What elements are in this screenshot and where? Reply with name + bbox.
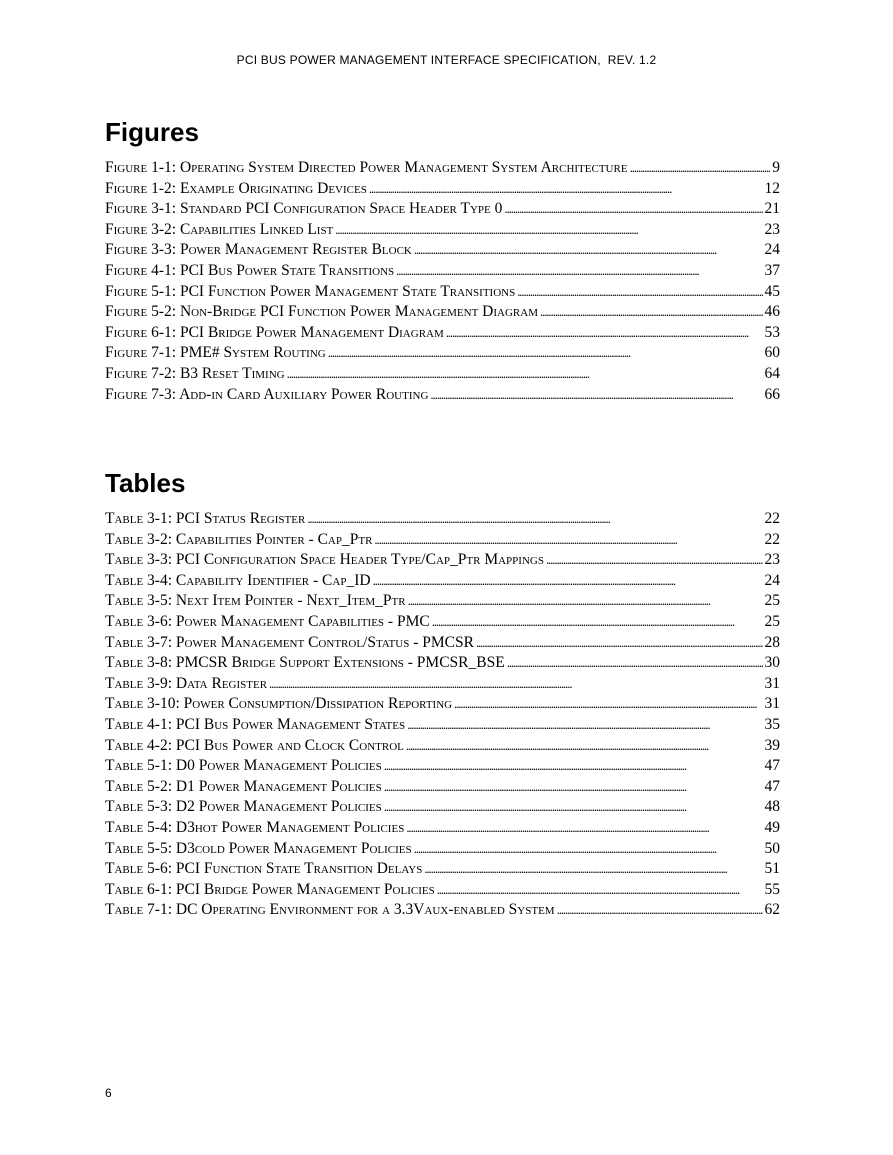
dot-leader	[424, 859, 762, 880]
table-entry-page: 30	[764, 654, 780, 672]
dot-leader	[430, 385, 762, 406]
figure-entry-label: Figure 7-1: PME# System Routing	[105, 344, 326, 362]
figure-entry-page: 64	[764, 364, 780, 382]
figure-entry-page: 12	[764, 179, 780, 197]
table-entry-label: Table 5-6: PCI Function State Transition Delays	[105, 860, 423, 878]
table-entry-label: Table 5-5: D3cold Power Management Policies	[105, 839, 412, 857]
figure-entry[interactable]	[105, 343, 780, 364]
figure-entry-label: Figure 7-2: B3 Reset Timing	[105, 364, 285, 382]
figures-heading: Figures	[105, 117, 199, 147]
figure-entry[interactable]	[105, 199, 780, 220]
figure-entry-page: 66	[764, 385, 780, 403]
table-entry[interactable]	[105, 612, 780, 633]
figure-entry-page: 37	[764, 261, 780, 279]
figure-entry-label: Figure 7-3: Add-in Card Auxiliary Power Routing	[105, 385, 429, 403]
table-entry-label: Table 3-9: Data Register	[105, 674, 268, 692]
table-entry-page: 28	[764, 633, 780, 651]
figure-entry[interactable]	[105, 302, 780, 323]
running-header: PCI BUS POWER MANAGEMENT INTERFACE SPECIFICATION, REV. 1.2	[236, 53, 657, 67]
figure-entry[interactable]	[105, 385, 780, 406]
dot-leader	[557, 900, 763, 921]
figure-entry[interactable]	[105, 220, 780, 241]
figure-entry-label: Figure 6-1: PCI Bridge Power Management Diagram	[105, 323, 444, 341]
tables-heading: Tables	[105, 468, 186, 498]
figure-entry-label: Figure 3-3: Power Management Register Block	[105, 241, 412, 259]
dot-leader	[384, 797, 763, 818]
dot-leader	[384, 777, 763, 798]
table-entry-label: Table 3-2: Capabilities Pointer - Cap_Ptr	[105, 530, 373, 548]
table-entry-label: Table 5-4: D3hot Power Management Policies	[105, 818, 405, 836]
table-entry-page: 25	[764, 612, 780, 630]
table-entry[interactable]	[105, 797, 780, 818]
dot-leader	[373, 571, 763, 592]
figure-entry-page: 53	[764, 323, 780, 341]
figure-entry[interactable]	[105, 158, 780, 179]
tables-list	[105, 509, 780, 921]
table-entry[interactable]	[105, 653, 780, 674]
figure-entry-page: 9	[772, 159, 780, 176]
figure-entry[interactable]	[105, 364, 780, 385]
figure-entry-label: Figure 5-2: Non-Bridge PCI Function Power Management Diagram	[105, 303, 538, 321]
dot-leader	[504, 199, 762, 220]
table-entry[interactable]	[105, 550, 780, 571]
dot-leader	[406, 818, 762, 839]
table-entry-page: 31	[764, 695, 780, 713]
figure-entry-label: Figure 3-1: Standard PCI Configuration Space Header Type 0	[105, 200, 503, 218]
dot-leader	[476, 633, 763, 654]
figure-entry[interactable]	[105, 240, 780, 261]
dot-leader	[446, 323, 763, 344]
dot-leader	[546, 550, 763, 571]
figure-entry-page: 21	[764, 200, 780, 218]
table-entry-label: Table 7-1: DC Operating Environment for a 3.3Vaux-enabled System	[105, 901, 555, 919]
dot-leader	[384, 756, 763, 777]
table-entry-page: 51	[764, 860, 780, 878]
figure-entry[interactable]	[105, 323, 780, 344]
table-entry-label: Table 4-2: PCI Bus Power and Clock Control	[105, 736, 404, 754]
dot-leader	[287, 364, 763, 385]
table-entry[interactable]	[105, 900, 780, 921]
table-entry-page: 48	[764, 798, 780, 816]
table-entry-page: 47	[764, 777, 780, 795]
table-entry-label: Table 3-7: Power Management Control/Status - PMCSR	[105, 633, 474, 651]
dot-leader	[517, 282, 762, 303]
table-entry[interactable]	[105, 756, 780, 777]
dot-leader	[630, 158, 771, 179]
dot-leader	[406, 736, 763, 757]
table-entry-page: 39	[764, 736, 780, 754]
table-entry-page: 49	[764, 818, 780, 836]
figure-entry-page: 45	[764, 282, 780, 300]
figure-entry-label: Figure 1-1: Operating System Directed Power Management System Architecture	[105, 159, 628, 176]
table-entry-label: Table 4-1: PCI Bus Power Management States	[105, 715, 406, 733]
table-entry-label: Table 3-6: Power Management Capabilities - PMC	[105, 612, 430, 630]
dot-leader	[374, 530, 762, 551]
dot-leader	[454, 694, 762, 715]
dot-leader	[407, 715, 762, 736]
table-entry-page: 23	[764, 551, 780, 569]
dot-leader	[369, 179, 763, 200]
table-entry-label: Table 5-2: D1 Power Management Policies	[105, 777, 382, 795]
dot-leader	[335, 220, 762, 241]
table-entry[interactable]	[105, 509, 780, 530]
dot-leader	[307, 509, 762, 530]
table-entry-label: Table 3-1: PCI Status Register	[105, 510, 306, 527]
dot-leader	[396, 261, 762, 282]
figures-list	[105, 158, 780, 405]
table-entry-page: 47	[764, 757, 780, 775]
dot-leader	[414, 839, 763, 860]
figure-entry-page: 60	[764, 344, 780, 362]
dot-leader	[414, 240, 763, 261]
dot-leader	[408, 591, 763, 612]
dot-leader	[437, 880, 763, 901]
table-entry[interactable]	[105, 694, 780, 715]
table-entry[interactable]	[105, 530, 780, 551]
dot-leader	[432, 612, 763, 633]
table-entry-page: 50	[764, 839, 780, 857]
table-entry[interactable]	[105, 674, 780, 695]
dot-leader	[328, 343, 763, 364]
table-entry[interactable]	[105, 633, 780, 654]
table-entry-page: 62	[764, 901, 780, 919]
page-number: 6	[105, 1086, 112, 1100]
table-entry[interactable]	[105, 591, 780, 612]
figure-entry[interactable]	[105, 282, 780, 303]
table-entry-label: Table 3-3: PCI Configuration Space Header Type/Cap_Ptr Mappings	[105, 551, 544, 569]
table-entry-page: 25	[764, 592, 780, 610]
dot-leader	[269, 674, 762, 695]
table-entry-page: 55	[764, 880, 780, 898]
table-entry-label: Table 5-1: D0 Power Management Policies	[105, 757, 382, 775]
table-entry-page: 35	[764, 715, 780, 733]
figure-entry[interactable]	[105, 179, 780, 200]
figure-entry-page: 46	[764, 303, 780, 321]
dot-leader	[540, 302, 763, 323]
figure-entry-page: 24	[764, 241, 780, 259]
figure-entry-label: Figure 3-2: Capabilities Linked List	[105, 220, 334, 238]
table-entry-page: 24	[764, 571, 780, 589]
table-entry[interactable]	[105, 859, 780, 880]
table-entry[interactable]	[105, 818, 780, 839]
table-entry-page: 22	[764, 510, 780, 527]
figure-entry-label: Figure 4-1: PCI Bus Power State Transitions	[105, 261, 395, 279]
table-entry-label: Table 3-5: Next Item Pointer - Next_Item_Ptr	[105, 592, 406, 610]
figure-entry-label: Figure 5-1: PCI Function Power Management State Transitions	[105, 282, 516, 300]
dot-leader	[507, 653, 763, 674]
table-entry[interactable]	[105, 715, 780, 736]
table-entry-label: Table 6-1: PCI Bridge Power Management Policies	[105, 880, 435, 898]
table-entry-label: Table 3-4: Capability Identifier - Cap_ID	[105, 571, 371, 589]
table-entry-page: 22	[764, 530, 780, 548]
table-entry-label: Table 3-8: PMCSR Bridge Support Extensions - PMCSR_BSE	[105, 654, 505, 672]
table-entry[interactable]	[105, 777, 780, 798]
table-entry[interactable]	[105, 736, 780, 757]
table-entry-label: Table 3-10: Power Consumption/Dissipation Reporting	[105, 695, 453, 713]
table-entry[interactable]	[105, 880, 780, 901]
table-entry[interactable]	[105, 571, 780, 592]
table-entry-page: 31	[764, 674, 780, 692]
table-entry-label: Table 5-3: D2 Power Management Policies	[105, 798, 382, 816]
table-entry[interactable]	[105, 839, 780, 860]
figure-entry-label: Figure 1-2: Example Originating Devices	[105, 179, 367, 197]
figure-entry-page: 23	[764, 220, 780, 238]
figure-entry[interactable]	[105, 261, 780, 282]
